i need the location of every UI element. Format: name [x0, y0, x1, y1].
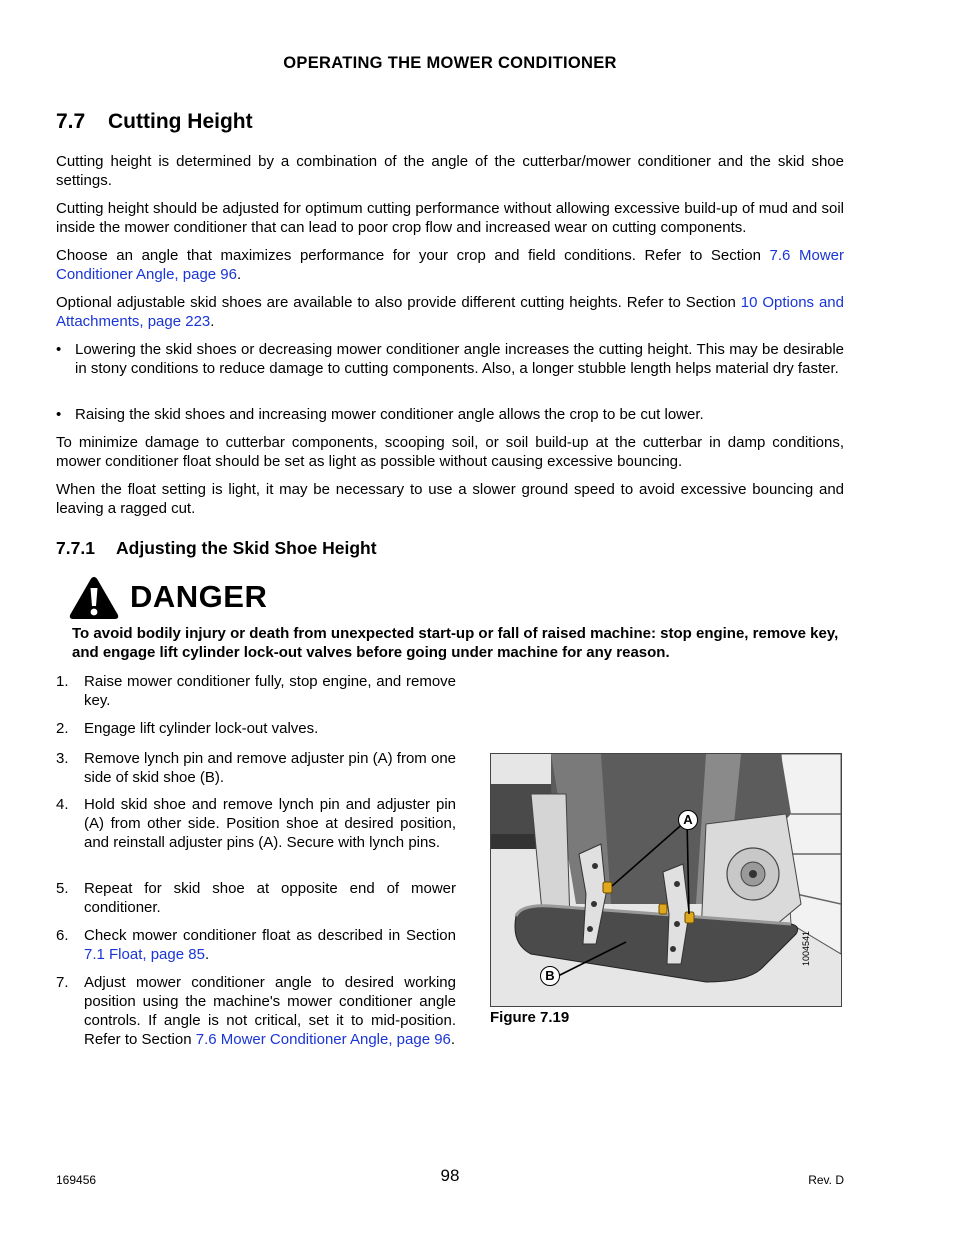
step-number: 6.: [56, 927, 69, 944]
step-7-end: .: [450, 1031, 456, 1048]
subsection-number: 7.7.1: [56, 538, 95, 558]
step-text: Raise mower conditioner fully, stop engine, and remove key.: [84, 673, 456, 709]
section-title: Cutting Height: [108, 110, 253, 133]
bullet-item-1: [56, 340, 844, 378]
danger-title: DANGER: [130, 579, 268, 614]
paragraph-6: When the float setting is light, it may be necessary to use a slower ground speed to avoid excessive bouncing and leaving a ragged cut.: [56, 481, 844, 517]
callout-b: B: [540, 966, 560, 986]
step-number: 7.: [56, 974, 69, 991]
paragraph-3-end: .: [236, 266, 242, 283]
paragraph-3-text: Choose an angle that maximizes performance for your crop and field conditions. Refer to Section: [56, 247, 770, 264]
step-6-end: .: [204, 946, 210, 963]
paragraph-1: Cutting height is determined by a combination of the angle of the cutterbar/mower conditioner and the skid shoe settings.: [56, 153, 844, 189]
step-number: 2.: [56, 720, 69, 737]
bullet-icon: •: [56, 341, 62, 358]
figure-skid-shoe-illustration: [490, 753, 842, 1007]
step-5: [56, 879, 456, 917]
step-number: 3.: [56, 750, 69, 767]
document-number: 169456: [56, 1173, 97, 1187]
page-number: 98: [440, 1166, 460, 1185]
bullet-text-2: Raising the skid shoes and increasing mower conditioner angle allows the crop to be cut lower.: [75, 406, 704, 423]
step-7: [56, 973, 456, 1049]
section-number: 7.7: [56, 110, 86, 133]
link-mower-conditioner-angle[interactable]: 7.6 Mower Conditioner Angle, page 96: [56, 247, 844, 283]
section-heading: [56, 108, 253, 136]
link-float[interactable]: 7.1 Float, page 85: [84, 946, 205, 963]
paragraph-5: To minimize damage to cutterbar components, scooping soil, or soil build-up at the cutterbar in damp conditions, mower conditioner float should be set as light as possible without causing excessive bouncing.: [56, 434, 844, 470]
danger-message: To avoid bodily injury or death from unexpected start-up or fall of raised machine: stop engine, remove key, and engage lift cylinder lock-out valves before going under machine for any reason.: [72, 625, 839, 661]
step-text: Engage lift cylinder lock-out valves.: [84, 720, 319, 737]
running-header: OPERATING THE MOWER CONDITIONER: [283, 54, 617, 72]
step-number: 1.: [56, 673, 69, 690]
warning-triangle-icon: [68, 575, 120, 621]
link-options-and-attachments[interactable]: 10 Options and Attachments, page 223: [56, 294, 844, 330]
figure-caption: Figure 7.19: [490, 1009, 570, 1026]
step-text: [84, 926, 456, 964]
paragraph-4-text: Optional adjustable skid shoes are available to also provide different cutting heights. Refer to Section: [56, 294, 741, 311]
step-text: Remove lynch pin and remove adjuster pin (A) from one side of skid shoe (B).: [84, 750, 456, 786]
step-text: [84, 973, 456, 1049]
step-6-text: Check mower conditioner float as described in Section: [84, 927, 456, 944]
step-number: 5.: [56, 880, 69, 897]
step-6: [56, 926, 456, 964]
step-7-text: Adjust mower conditioner angle to desired working position using the machine's mower conditioner angle controls. If angle is not critical, set it to mid-position. Refer to Section: [84, 974, 456, 1048]
subsection-title: Adjusting the Skid Shoe Height: [116, 538, 377, 558]
bullet-text-1: Lowering the skid shoes or decreasing mower conditioner angle increases the cutting height. This may be desirable in stony conditions to reduce damage to cutting components. Also, a longer stubble length helps material dry faster.: [75, 341, 844, 377]
revision-label: Rev. D: [808, 1173, 844, 1187]
paragraph-4-end: .: [210, 313, 215, 330]
subsection-heading: [56, 537, 377, 559]
step-2: [56, 719, 456, 738]
step-number: 4.: [56, 796, 69, 813]
bullet-item-2: [56, 405, 844, 424]
step-text: Hold skid shoe and remove lynch pin and adjuster pin (A) from other side. Position shoe at desired position, and reinstall adjuster pins (A). Secure with lynch pins.: [84, 796, 456, 851]
paragraph-3: [56, 246, 844, 284]
paragraph-4: [56, 293, 844, 331]
link-mower-conditioner-angle-2[interactable]: 7.6 Mower Conditioner Angle, page 96: [195, 1031, 451, 1048]
figure-image-id: 1004541: [801, 930, 811, 966]
step-1: [56, 672, 456, 710]
paragraph-2: Cutting height should be adjusted for optimum cutting performance without allowing excessive build-up of mud and soil inside the mower conditioner that can lead to poor crop flow and increased wear on cutting components.: [56, 200, 844, 236]
step-4: [56, 795, 456, 852]
bullet-icon: •: [56, 406, 62, 423]
step-3: [56, 749, 456, 787]
callout-a: A: [678, 810, 698, 830]
step-text: Repeat for skid shoe at opposite end of mower conditioner.: [84, 880, 456, 916]
